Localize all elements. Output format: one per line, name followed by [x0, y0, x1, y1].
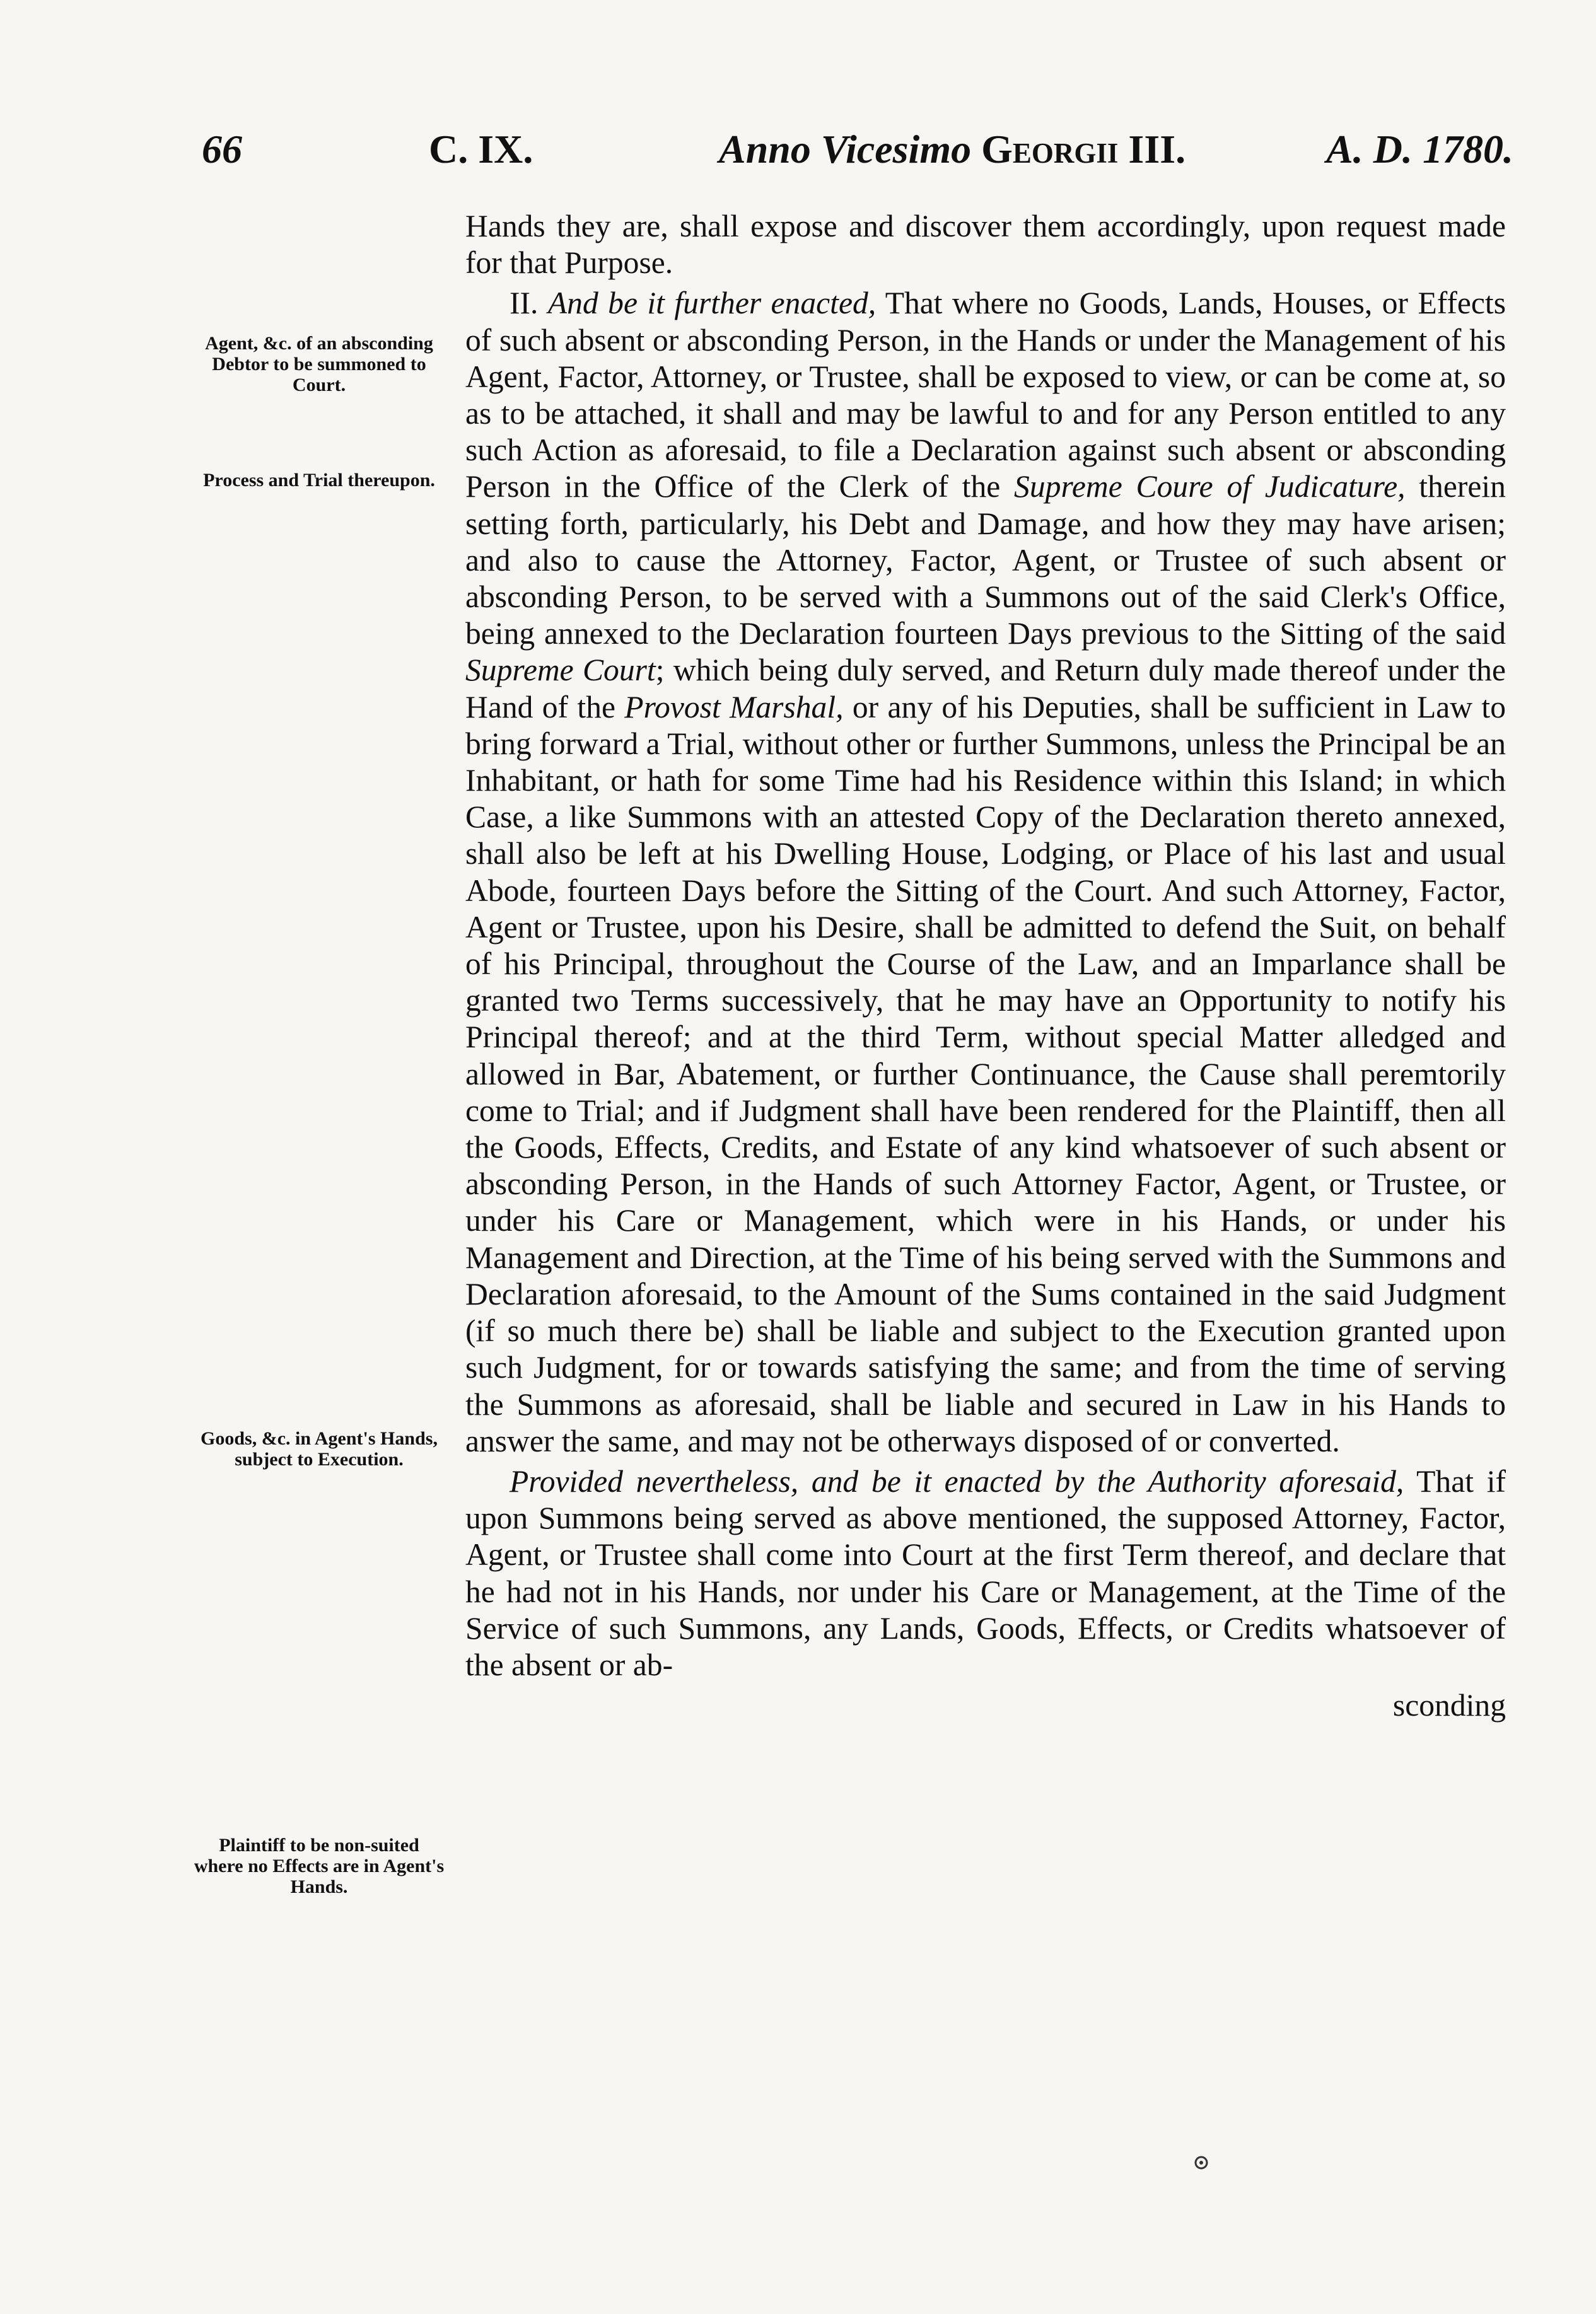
printer-ornament-icon [1189, 2150, 1214, 2175]
paragraph-proviso: Provided nevertheless, and be it enacted by the Authority aforesaid, That if upon Summons being served as above mentioned, the supposed Attorney, Factor, Agent, or Trustee shall come into Court at the first Term thereof, and declare that he had not in his Hands, nor under his Care or Management, at the Time of the Service of such Summons, any Lands, Goods, Effects, or Credits whatsoever of the absent or ab- [465, 1463, 1506, 1682]
court-name-short: Supreme Court [465, 653, 656, 688]
regnal-title [719, 126, 1185, 173]
year: A. D. 1780. [1326, 127, 1513, 172]
paragraph-continuation: Hands they are, shall expose and discover them accordingly, upon request made for that Purpose. [465, 209, 1506, 281]
margin-note-process-trial: Process and Trial thereupon. [203, 470, 435, 491]
provost-marshal: Provost Marshal, [624, 689, 844, 724]
margin-note-agent-summoned: Agent, &c. of an absconding Debtor to be summoned to Court. [205, 333, 433, 395]
proviso-clause: Provided nevertheless, and be it enacted by the Authority aforesaid, [510, 1463, 1404, 1499]
regnal-title-caps: Georgii III. [981, 127, 1186, 172]
margin-note-goods-execution: Goods, &c. in Agent's Hands, subject to Execution. [201, 1428, 438, 1470]
court-name: Supreme Coure of Judicature, [1014, 469, 1406, 504]
running-head [202, 126, 1513, 183]
catchword: sconding [1392, 1688, 1506, 1723]
section-number: II. [510, 286, 539, 321]
statute-text [465, 208, 1506, 1724]
margin-note-plaintiff-nonsuited: Plaintiff to be non-suited where no Effects are in Agent's Hands. [194, 1835, 445, 1897]
page-number: 66 [202, 127, 242, 172]
paragraph-section-ii: II. And be it further enacted, That where no Goods, Lands, Houses, or Effects of such absent or absconding Person, in the Hands or under the Management of his Agent, Factor, Attorney, or Trustee, shall be exposed to view, or can be come at, so as to be attached, it shall and may be lawful to and for any Person entitled to any such Action as aforesaid, to file a Declaration against such absent or absconding Person in the Office of the Clerk of the Supreme Coure of Judicature, therein setting forth, particularly, his Debt and Damage, and how they may have arisen; and also to cause the Attorney, Factor, Agent, or Trustee of such absent or absconding Person, to be served with a Summons out of the said Clerk's Office, being annexed to the Declaration fourteen Days previous to the Sitting of the said Supreme Court; which being duly served, and Return duly made thereof under the Hand of the Provost Marshal, or any of his Deputies, shall be sufficient in Law to bring forward a Trial, without other or further Summons, unless the Principal be an Inhabitant, or hath for some Time had his Residence within this Island; in which Case, a like Summons with an attested Copy of the Declaration thereto annexed, shall also be left at his Dwelling House, Lodging, or Place of his last and usual Abode, fourteen Days before the Sitting of the Court. And such Attorney, Factor, Agent or Trustee, upon his Desire, shall be admitted to defend the Suit, on behalf of his Principal, throughout the Course of the Law, and an Imparlance shall be granted two Terms successively, that he may have an Opportunity to notify his Principal thereof; and at the third Term, without special Matter alledged and allowed in Bar, Abatement, or further Continuance, the Cause shall peremtorily come to Trial; and if Judgment shall have been rendered for the Plaintiff, then all the Goods, Effects, Credits, and Estate of any kind whatsoever of such absent or absconding Person, in the Hands of such Attorney Factor, Agent, or Trustee, or under his Care or Management, which were in his Hands, or under his Management and Direction, at the Time of his being served with the Summons and Declaration aforesaid, to the Amount of the Sums contained in the said Judgment (if so much there be) shall be liable and subject to the Execution granted upon such Judgment, for or towards satisfying the same; and from the time of serving the Summons as aforesaid, shall be liable and secured in Law in his Hands to answer the same, and may not be otherways disposed of or converted. [465, 286, 1506, 1458]
regnal-title-italic: Anno Vicesimo [719, 127, 972, 172]
enacting-clause: And be it further enacted, [547, 286, 877, 321]
chapter-number: C. IX. [429, 127, 533, 172]
